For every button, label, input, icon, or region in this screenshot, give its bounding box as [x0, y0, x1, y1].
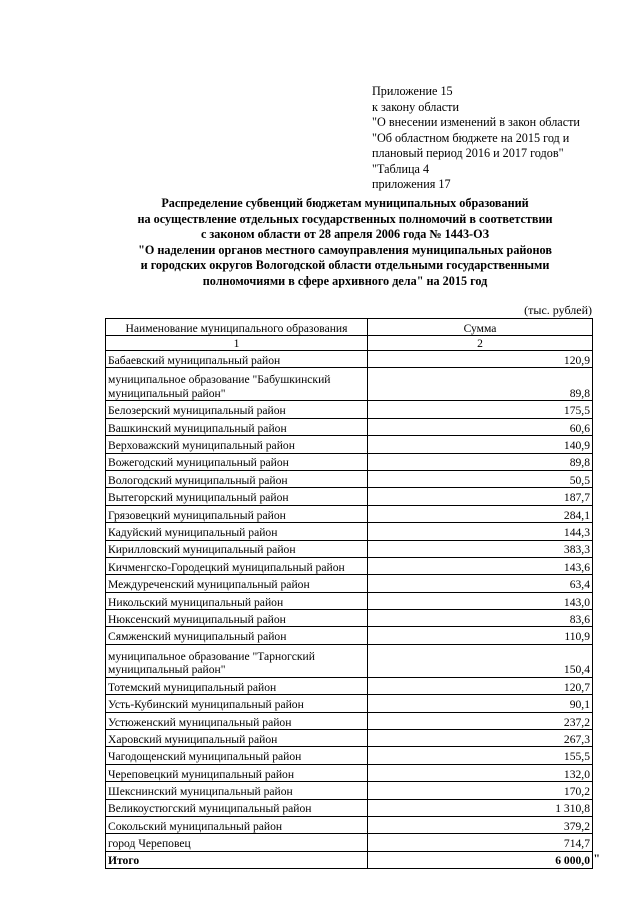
- subvention-sum: 120,9: [368, 351, 593, 368]
- column-header-sum: Сумма: [368, 319, 593, 336]
- table-row: [106, 747, 593, 764]
- municipality-name: Бабаевский муниципальный район: [106, 351, 368, 368]
- table-row: [106, 557, 593, 574]
- title-line: на осуществление отдельных государственных полномочий в соответствии: [137, 211, 553, 226]
- municipality-name: Междуреченский муниципальный район: [106, 575, 368, 592]
- municipality-name: муниципальное образование "Бабушкинский муниципальный район": [106, 368, 368, 401]
- appendix-line: плановый период 2016 и 2017 годов": [372, 146, 564, 160]
- municipality-name: Устюженский муниципальный район: [106, 712, 368, 729]
- municipality-name: Великоустюгский муниципальный район: [106, 799, 368, 816]
- table-row: [106, 505, 593, 522]
- appendix-line: "Об областном бюджете на 2015 год и: [372, 130, 570, 145]
- document-title: [100, 196, 590, 289]
- subvention-sum: 63,4: [368, 575, 593, 592]
- table-row: [106, 368, 593, 401]
- municipality-name: Харовский муниципальный район: [106, 730, 368, 747]
- table-row: [106, 436, 593, 453]
- title-line: полномочиями в сфере архивного дела" на 2015 год: [202, 273, 488, 288]
- subvention-sum: 170,2: [368, 782, 593, 799]
- municipality-name: Кадуйский муниципальный район: [106, 523, 368, 540]
- municipality-name: Вытегорский муниципальный район: [106, 488, 368, 505]
- table-row: [106, 351, 593, 368]
- municipality-name: Нюксенский муниципальный район: [106, 610, 368, 627]
- subvention-sum: 155,5: [368, 747, 593, 764]
- municipality-name: город Череповец: [106, 834, 368, 851]
- table-row: [106, 523, 593, 540]
- table-row: [106, 401, 593, 418]
- units-label: (тыс. рублей): [524, 303, 592, 317]
- table-row: [106, 799, 593, 816]
- municipality-name: Усть-Кубинский муниципальный район: [106, 695, 368, 712]
- table-row: [106, 730, 593, 747]
- subvention-sum: 89,8: [368, 368, 593, 401]
- municipality-name: Вашкинский муниципальный район: [106, 418, 368, 435]
- table-row: [106, 695, 593, 712]
- subvention-sum: 284,1: [368, 505, 593, 522]
- table-row: [106, 610, 593, 627]
- subvention-sum: 140,9: [368, 436, 593, 453]
- table-row: [106, 488, 593, 505]
- municipality-name: Верховажский муниципальный район: [106, 436, 368, 453]
- table-row: [106, 540, 593, 557]
- subvention-sum: 267,3: [368, 730, 593, 747]
- subvention-sum: 383,3: [368, 540, 593, 557]
- appendix-line: к закону области: [372, 99, 459, 114]
- subvention-sum: 120,7: [368, 677, 593, 694]
- municipality-name: Череповецкий муниципальный район: [106, 764, 368, 781]
- subvention-sum: 143,0: [368, 592, 593, 609]
- title-line: Распределение субвенций бюджетам муниципальных образований: [161, 196, 529, 210]
- municipality-name: Белозерский муниципальный район: [106, 401, 368, 418]
- appendix-line: "Таблица 4: [372, 161, 430, 176]
- closing-quote: ": [593, 851, 600, 866]
- subvention-sum: 83,6: [368, 610, 593, 627]
- appendix-header: [372, 84, 622, 193]
- table-row: [106, 453, 593, 470]
- municipality-name: Вожегодский муниципальный район: [106, 453, 368, 470]
- table-row: [106, 764, 593, 781]
- municipality-name: Сямженский муниципальный район: [106, 627, 368, 644]
- table-row: [106, 592, 593, 609]
- table-row: [106, 712, 593, 729]
- table-index-row: [106, 336, 593, 351]
- table-row: [106, 782, 593, 799]
- municipality-name: муниципальное образование "Тарногский муниципальный район": [106, 644, 368, 677]
- total-sum: 6 000,0: [555, 854, 590, 868]
- total-label: Итого: [106, 851, 368, 868]
- subvention-sum: 50,5: [368, 470, 593, 487]
- municipality-name: Шекснинский муниципальный район: [106, 782, 368, 799]
- subvention-sum: 379,2: [368, 816, 593, 833]
- municipality-name: Чагодощенский муниципальный район: [106, 747, 368, 764]
- municipality-name: Вологодский муниципальный район: [106, 470, 368, 487]
- municipality-name: Тотемский муниципальный район: [106, 677, 368, 694]
- appendix-line: приложения 17: [372, 177, 451, 191]
- subvention-sum: 175,5: [368, 401, 593, 418]
- appendix-line: "О внесении изменений в закон области: [372, 115, 580, 129]
- table-row: [106, 470, 593, 487]
- municipality-name: Грязовецкий муниципальный район: [106, 505, 368, 522]
- subvention-sum: 60,6: [368, 418, 593, 435]
- column-header-name: Наименование муниципального образования: [106, 319, 368, 336]
- subvention-sum: 89,8: [368, 453, 593, 470]
- table-row: [106, 677, 593, 694]
- subvention-sum: 187,7: [368, 488, 593, 505]
- municipality-name: Сокольский муниципальный район: [106, 816, 368, 833]
- subvention-sum: 144,3: [368, 523, 593, 540]
- subvention-sum: 90,1: [368, 695, 593, 712]
- appendix-line: Приложение 15: [372, 84, 453, 98]
- subvention-table: [105, 318, 600, 869]
- title-line: "О наделении органов местного самоуправления муниципальных районов: [138, 242, 552, 257]
- subvention-sum: 714,7: [368, 834, 593, 851]
- municipality-name: Кирилловский муниципальный район: [106, 540, 368, 557]
- table-row: [106, 834, 593, 851]
- subvention-sum: 1 310,8: [368, 799, 593, 816]
- column-index-1: 1: [106, 336, 368, 351]
- municipality-name: Кичменгско-Городецкий муниципальный район: [106, 557, 368, 574]
- table-row: [106, 644, 593, 677]
- table-header-row: [106, 319, 593, 336]
- table-row: [106, 418, 593, 435]
- table-row: [106, 627, 593, 644]
- subvention-sum: 237,2: [368, 712, 593, 729]
- subvention-sum: 110,9: [368, 627, 593, 644]
- title-line: с законом области от 28 апреля 2006 года № 1443-ОЗ: [200, 227, 490, 241]
- column-index-2: 2: [368, 336, 593, 351]
- subvention-sum: 132,0: [368, 764, 593, 781]
- table-row: [106, 575, 593, 592]
- table-row: [106, 816, 593, 833]
- municipality-name: Никольский муниципальный район: [106, 592, 368, 609]
- total-sum-cell: [368, 851, 600, 868]
- total-row: [106, 851, 593, 868]
- subvention-sum: 143,6: [368, 557, 593, 574]
- title-line: и городских округов Вологодской области отдельными государственными: [140, 258, 550, 272]
- subvention-sum: 150,4: [368, 644, 593, 677]
